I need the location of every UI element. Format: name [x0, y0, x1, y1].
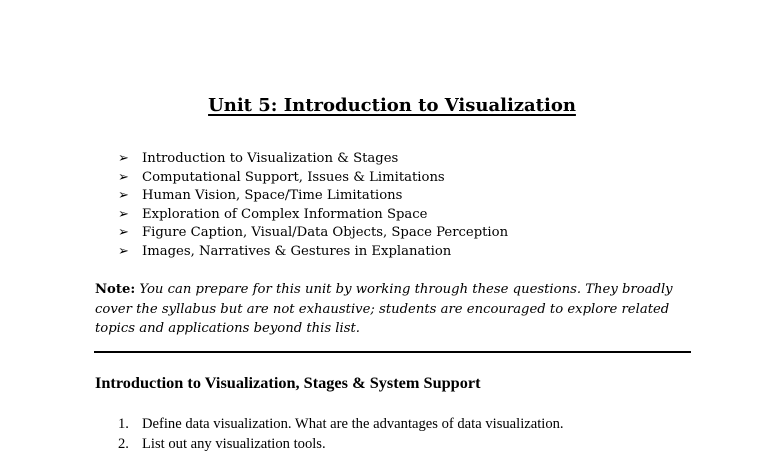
question-number: 2. — [118, 436, 129, 452]
note-label: Note: — [95, 282, 136, 297]
arrow-bullet-icon: ➢ — [118, 169, 129, 185]
question-number: 1. — [118, 416, 129, 432]
topic-item — [118, 224, 508, 243]
topic-text: Figure Caption, Visual/Data Objects, Space Perception — [142, 225, 509, 241]
horizontal-divider — [94, 351, 691, 353]
topic-item — [118, 150, 508, 169]
topic-text: Human Vision, Space/Time Limitations — [142, 188, 403, 204]
note-text: You can prepare for this unit by working through these questions. They broadly cover the syllabus but are not exhaustive; students are encouraged to explore related topics and applications beyond this list. — [95, 282, 673, 336]
arrow-bullet-icon: ➢ — [118, 225, 129, 241]
question-text: List out any visualization tools. — [142, 436, 326, 452]
topic-text: Exploration of Complex Information Space — [142, 206, 428, 222]
section-heading: Introduction to Visualization, Stages & System Support — [95, 373, 481, 392]
topic-item — [118, 206, 508, 225]
question-item — [118, 414, 564, 434]
topic-list — [118, 150, 508, 262]
question-item — [118, 434, 564, 454]
topic-item — [118, 169, 508, 188]
arrow-bullet-icon: ➢ — [118, 188, 129, 204]
topic-text: Images, Narratives & Gestures in Explanation — [142, 243, 452, 259]
arrow-bullet-icon: ➢ — [118, 206, 129, 222]
topic-text: Computational Support, Issues & Limitations — [142, 169, 445, 185]
topic-text: Introduction to Visualization & Stages — [142, 151, 399, 166]
note-paragraph — [95, 280, 695, 339]
topic-item — [118, 187, 508, 206]
arrow-bullet-icon: ➢ — [118, 151, 129, 166]
arrow-bullet-icon: ➢ — [118, 243, 129, 259]
question-list — [118, 414, 564, 454]
unit-title: Unit 5: Introduction to Visualization — [208, 95, 576, 116]
question-text: Define data visualization. What are the advantages of data visualization. — [142, 416, 564, 432]
topic-item — [118, 243, 508, 262]
